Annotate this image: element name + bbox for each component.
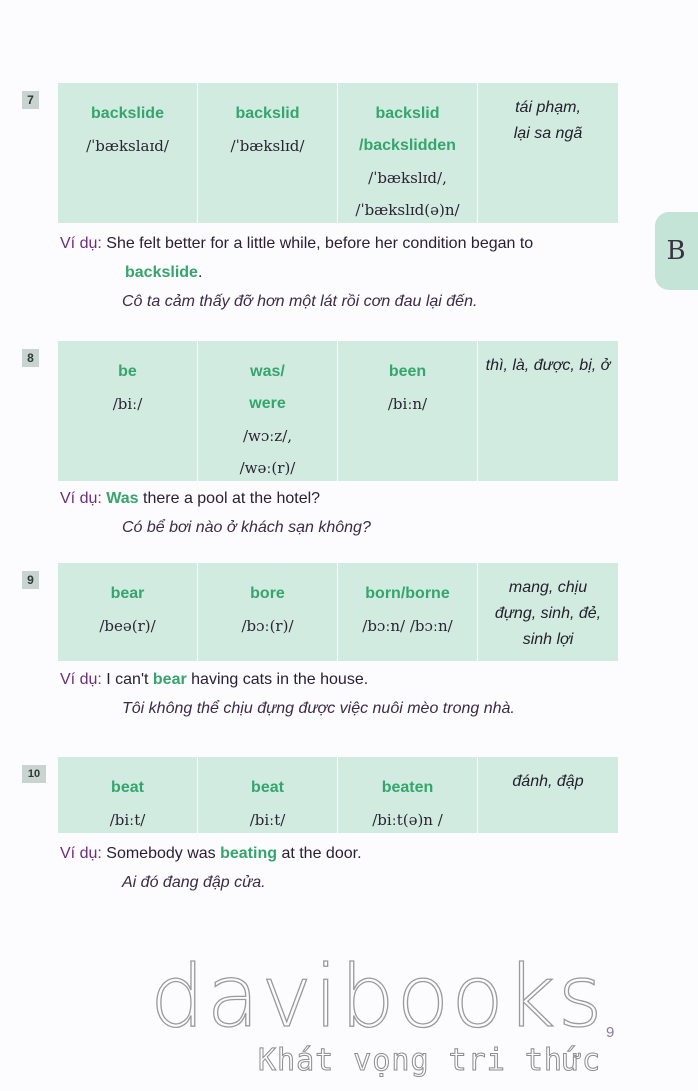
pronunciation: /biːt(ə)n / bbox=[372, 811, 443, 829]
example-block bbox=[60, 665, 620, 723]
example-text: there a pool at the hotel? bbox=[138, 490, 321, 507]
pronunciation: /bɔː(r)/ bbox=[241, 617, 294, 635]
pronunciation: /ˈbækslɪd(ə)n/ bbox=[355, 201, 460, 219]
pronunciation: /ˈbækslɪd/ bbox=[230, 137, 305, 155]
verb-form: backslid bbox=[375, 105, 440, 122]
example-label: Ví dụ: bbox=[60, 490, 102, 507]
verb-form: beat bbox=[111, 779, 144, 796]
verb-form: bore bbox=[250, 585, 285, 602]
meaning-line: lại sa ngã bbox=[513, 125, 583, 142]
pronunciation: /biːn/ bbox=[387, 395, 428, 413]
verb-form: backslid bbox=[235, 105, 300, 122]
highlighted-verb: Was bbox=[106, 490, 139, 507]
entry-number: 7 bbox=[22, 91, 39, 109]
past-form-cell bbox=[198, 83, 338, 223]
entry-number: 10 bbox=[22, 765, 46, 783]
pronunciation: /wɔːz/, bbox=[242, 427, 293, 445]
verb-form: bear bbox=[110, 585, 145, 602]
past-form-cell bbox=[198, 341, 338, 481]
meaning-line: đựng, sinh, đẻ, bbox=[494, 605, 602, 622]
base-form-cell bbox=[58, 757, 198, 833]
example-translation: Có bể bơi nào ở khách sạn không? bbox=[122, 519, 371, 536]
meaning-cell bbox=[478, 757, 618, 833]
past-form-cell bbox=[198, 563, 338, 661]
meaning-line: mang, chịu bbox=[508, 579, 588, 596]
example-text: I can't bbox=[106, 671, 153, 688]
entry-number: 8 bbox=[22, 349, 39, 367]
example-block bbox=[60, 484, 620, 542]
watermark-logo-text: davibooks bbox=[150, 947, 605, 1047]
watermark-logo bbox=[150, 947, 605, 1047]
past-participle-cell bbox=[338, 757, 478, 833]
meaning-line: sinh lợi bbox=[522, 631, 574, 648]
meaning-cell bbox=[478, 83, 618, 223]
example-label: Ví dụ: bbox=[60, 671, 102, 688]
watermark-slogan: Khát vọng tri thức bbox=[258, 1043, 602, 1078]
pronunciation: /ˈbækslaɪd/ bbox=[86, 137, 169, 155]
example-label: Ví dụ: bbox=[60, 845, 102, 862]
pronunciation: /biː/ bbox=[112, 395, 143, 413]
past-participle-cell bbox=[338, 341, 478, 481]
verb-form: beat bbox=[251, 779, 284, 796]
page-number: 9 bbox=[606, 1024, 615, 1041]
base-form-cell bbox=[58, 83, 198, 223]
verb-form: backslide bbox=[91, 105, 164, 122]
verb-forms-row bbox=[58, 341, 618, 481]
base-form-cell bbox=[58, 563, 198, 661]
meaning-cell bbox=[478, 563, 618, 661]
example-translation: Tôi không thể chịu đựng được việc nuôi mèo trong nhà. bbox=[122, 700, 515, 717]
highlighted-verb: backslide bbox=[125, 264, 198, 281]
highlighted-verb: beating bbox=[220, 845, 277, 862]
verb-forms-row bbox=[58, 757, 618, 833]
meaning-line: đánh, đập bbox=[512, 773, 584, 790]
pronunciation: /bɔːn/ /bɔːn/ bbox=[362, 617, 453, 635]
example-text-end: . bbox=[197, 264, 203, 281]
example-text-end: at the door. bbox=[277, 845, 362, 862]
meaning-line: thì, là, được, bị, ở bbox=[485, 357, 611, 374]
verb-forms-row bbox=[58, 83, 618, 223]
verb-form: /backslidden bbox=[359, 137, 456, 154]
example-text: She felt better for a little while, before her condition began to bbox=[106, 235, 534, 252]
verb-forms-row bbox=[58, 563, 618, 661]
example-translation: Cô ta cảm thấy đỡ hơn một lát rồi cơn đau lại đến. bbox=[122, 293, 478, 310]
example-translation: Ai đó đang đập cửa. bbox=[122, 874, 266, 891]
example-block bbox=[60, 229, 620, 316]
past-participle-cell bbox=[338, 83, 478, 223]
verb-form: been bbox=[388, 363, 427, 380]
pronunciation: /wəː(r)/ bbox=[239, 459, 296, 477]
example-text-end: having cats in the house. bbox=[186, 671, 369, 688]
example-block bbox=[60, 839, 620, 897]
example-label: Ví dụ: bbox=[60, 235, 102, 252]
highlighted-verb: bear bbox=[152, 671, 187, 688]
past-participle-cell bbox=[338, 563, 478, 661]
example-text: Somebody was bbox=[106, 845, 221, 862]
verb-form: was/ bbox=[250, 363, 285, 380]
verb-form: beaten bbox=[381, 779, 434, 796]
verb-form: born/borne bbox=[365, 585, 450, 602]
section-tab: B bbox=[655, 212, 698, 290]
verb-form: be bbox=[118, 363, 137, 380]
past-form-cell bbox=[198, 757, 338, 833]
entry-number: 9 bbox=[22, 571, 39, 589]
pronunciation: /biːt/ bbox=[249, 811, 286, 829]
meaning-cell bbox=[478, 341, 618, 481]
base-form-cell bbox=[58, 341, 198, 481]
pronunciation: /beə(r)/ bbox=[99, 617, 156, 635]
pronunciation: /ˈbækslɪd/, bbox=[368, 169, 447, 187]
verb-form: were bbox=[249, 395, 286, 412]
pronunciation: /biːt/ bbox=[109, 811, 146, 829]
meaning-line: tái phạm, bbox=[515, 99, 581, 116]
